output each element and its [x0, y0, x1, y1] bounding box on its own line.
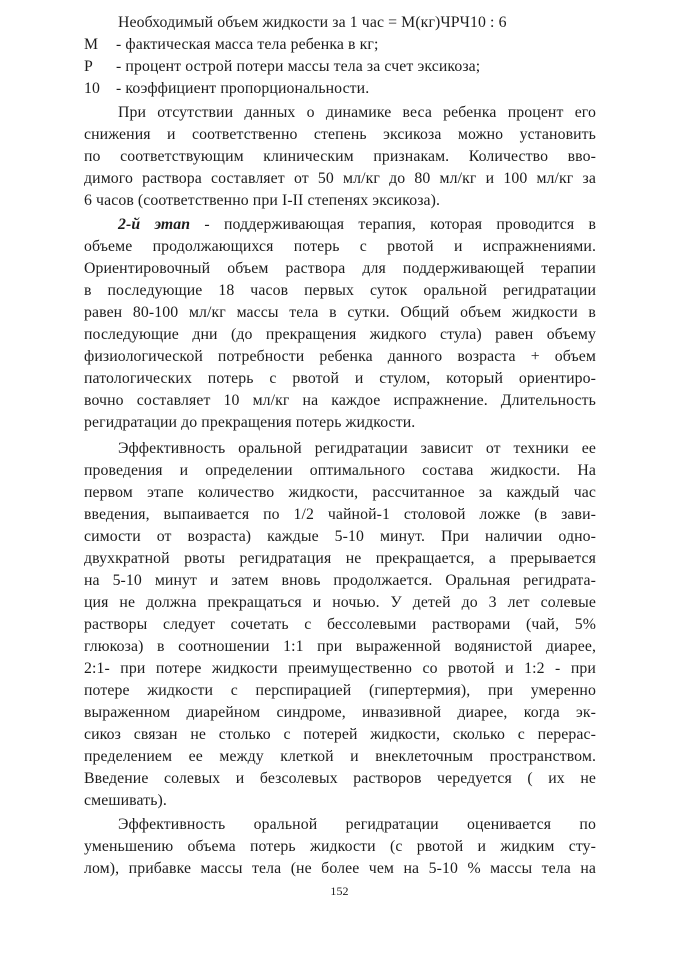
stage-2-heading: 2-й этап: [118, 216, 191, 233]
text-line: Ориентировочный объем раствора для поддерживающей терапии: [84, 260, 596, 277]
legend-symbol: М: [84, 36, 99, 53]
text-line: патологических потерь с рвотой и стулом, который ориентиро-: [84, 370, 596, 387]
text-line: 6 часов (соответственно при I-II степенях эксикоза).: [84, 192, 441, 209]
text-line: симости от возраста) каждые 5-10 минут. При наличии одно-: [84, 528, 596, 545]
text-line: объеме продолжающихся потерь с рвотой и испражнениями.: [84, 238, 596, 255]
stage-2-intro: - поддерживающая терапия, которая проводится в: [190, 216, 597, 233]
text-line: глюкоза) в соотношении 1:1 при выраженной водянистой диарее,: [84, 638, 596, 655]
text-line: При отсутствии данных о динамике веса ребенка процент его: [118, 104, 596, 121]
text-line: равен 80-100 мл/кг массы тела в сутки. Общий объем жидкости в: [84, 304, 596, 321]
text-line: по соответствующим клиническим признакам. Количество вво-: [84, 148, 596, 165]
legend-text: - коэффициент пропорциональности.: [116, 80, 370, 97]
text-line: первом этапе количество жидкости, рассчитанное за каждый час: [84, 484, 596, 501]
legend-text: - процент острой потери массы тела за счет эксикоза;: [116, 58, 481, 75]
text-line: выраженном диарейном синдроме, инвазивной диарее, когда эк-: [84, 704, 596, 721]
text-line: в последующие 18 часов первых суток оральной регидратации: [84, 282, 596, 299]
text-line: лом), прибавке массы тела (не более чем на 5-10 % массы тела на: [84, 860, 596, 877]
text-line: на 5-10 минут и затем вновь продолжается. Оральная регидрата-: [84, 572, 596, 589]
text-line: 2:1- при потере жидкости преимущественно со рвотой и 1:2 - при: [84, 660, 596, 677]
text-line: смешивать).: [84, 792, 167, 809]
text-line: снижения и соответственно степень эксикоза можно установить: [84, 126, 596, 143]
text-line: пределением ее между клеткой и внеклеточным пространством.: [84, 748, 596, 765]
text-line: введения, выпаивается по 1/2 чайной-1 столовой ложке (в зави-: [84, 506, 596, 523]
text-line: физиологической потребности ребенка данного возраста + объем: [84, 348, 596, 365]
text-line: [118, 214, 596, 236]
text-line: Введение солевых и безсолевых растворов чередуется ( их не: [84, 770, 596, 787]
legend-symbol: Р: [84, 58, 93, 75]
text-line: проведения и определении оптимального состава жидкости. На: [84, 462, 596, 479]
text-line: вочно составляет 10 мл/кг на каждое испражнение. Длительность: [84, 392, 596, 409]
text-line: Эффективность оральной регидратации оценивается по: [118, 816, 596, 833]
text-line: двухкратной рвоты регидратация не прекращается, а прерывается: [84, 550, 596, 567]
text-line: регидратации до прекращения потерь жидкости.: [84, 414, 416, 431]
text-line: растворы следует сочетать с бессолевыми растворами (чай, 5%: [84, 616, 596, 633]
text-line: последующие дни (до прекращения жидкого стула) равен объему: [84, 326, 596, 343]
legend-text: - фактическая масса тела ребенка в кг;: [116, 36, 379, 53]
formula-line: Необходимый объем жидкости за 1 час = М(кг)ЧРЧ10 : 6: [118, 14, 507, 31]
text-line: Эффективность оральной регидратации зависит от техники ее: [118, 440, 596, 457]
text-line: потере жидкости с перспирацией (гипертермия), при умеренно: [84, 682, 596, 699]
text-line: сикоз связан не столько с потерей жидкости, сколько с перерас-: [84, 726, 596, 743]
text-line: димого раствора составляет от 50 мл/кг до 80 мл/кг и 100 мл/кг за: [84, 170, 596, 187]
legend-symbol: 10: [84, 80, 100, 97]
text-line: уменьшению объема потерь жидкости (с рвотой и жидким сту-: [84, 838, 596, 855]
page-number: 152: [330, 884, 349, 898]
text-line: ция не должна прекращаться и ночью. У детей до 3 лет солевые: [84, 594, 596, 611]
